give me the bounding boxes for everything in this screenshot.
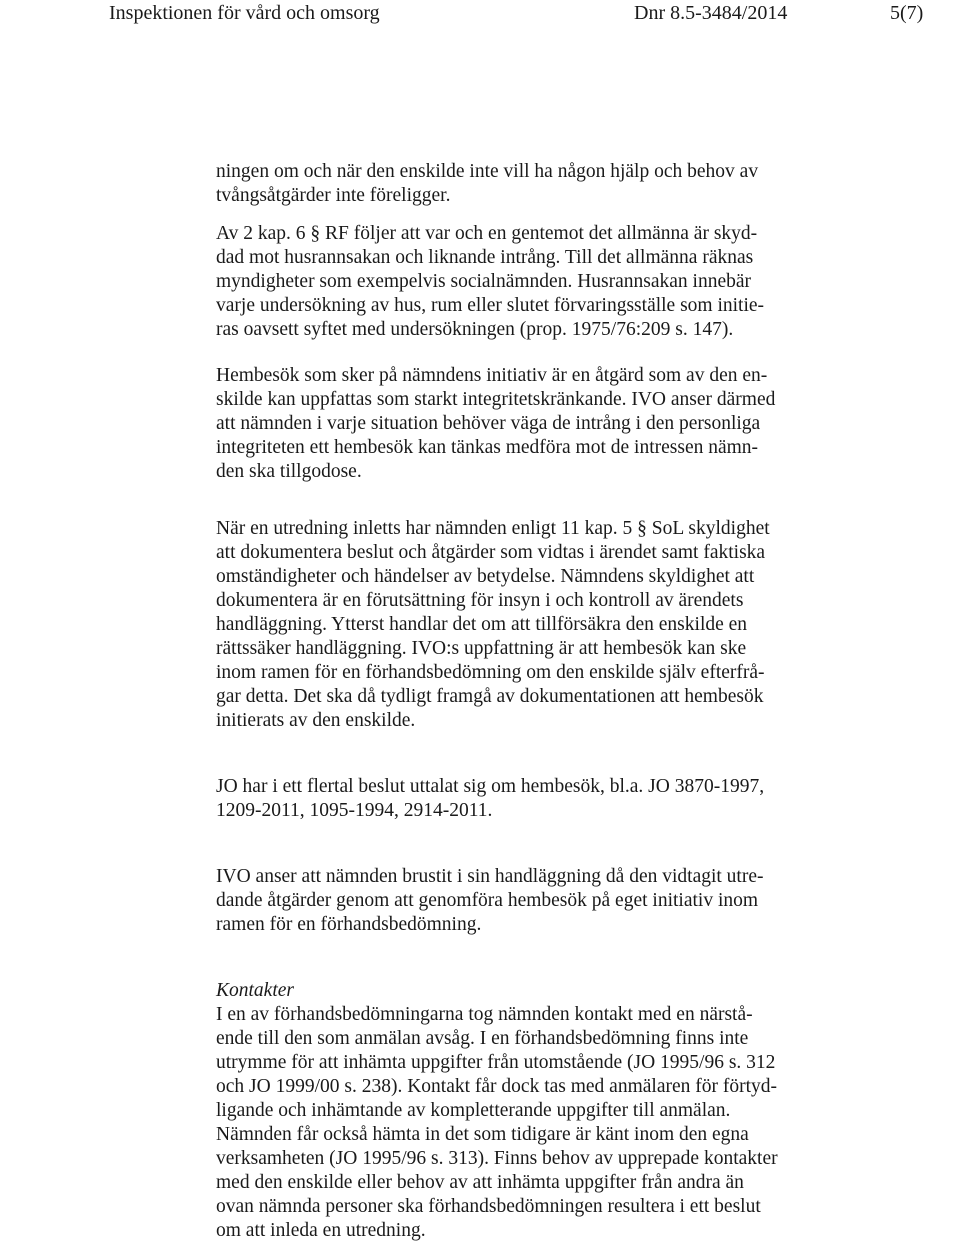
text-line: dad mot husrannsakan och liknande intrång. Till det allmänna räknas — [216, 247, 754, 268]
document-body — [216, 160, 796, 1243]
page-number: 5(7) — [890, 2, 924, 24]
section-heading: Kontakter — [216, 980, 294, 1001]
text-line: dokumentera är en förutsättning för insyn i och kontroll av ärendets — [216, 590, 744, 611]
text-line: att dokumentera beslut och åtgärder som vidtas i ärendet samt faktiska — [216, 542, 766, 563]
text-line: dande åtgärder genom att genomföra hembesök på eget initiativ inom — [216, 890, 759, 911]
text-line: varje undersökning av hus, rum eller slutet förvaringsställe som initie- — [216, 295, 765, 316]
text-line: handläggning. Ytterst handlar det om att tillförsäkra den enskilde en — [216, 614, 748, 635]
text-line: om att inleda en utredning. — [216, 1220, 426, 1241]
text-line: ende till den som anmälan avsåg. I en förhandsbedömning finns inte — [216, 1028, 749, 1049]
text-line: När en utredning inletts har nämnden enligt 11 kap. 5 § SoL skyldighet — [216, 518, 770, 539]
text-line: inom ramen för en förhandsbedömning om den enskilde själv efterfrå- — [216, 662, 765, 683]
text-line: den ska tillgodose. — [216, 461, 362, 482]
section-kontakter — [216, 979, 796, 1243]
paragraph-1 — [216, 160, 796, 208]
text-line: Hembesök som sker på nämndens initiativ är en åtgärd som av den en- — [216, 365, 768, 386]
text-line: integriteten ett hembesök kan tänkas medföra mot de intressen nämn- — [216, 437, 759, 458]
text-line: ras oavsett syftet med undersökningen (prop. 1975/76:209 s. 147). — [216, 319, 734, 340]
text-line: 1209-2011, 1095-1994, 2914-2011. — [216, 800, 493, 821]
text-line: att nämnden i varje situation behöver väga de intrång i den personliga — [216, 413, 761, 434]
text-line: ovan nämnda personer ska förhandsbedömningen resultera i ett beslut — [216, 1196, 761, 1217]
text-line: utrymme för att inhämta uppgifter från utomstående (JO 1995/96 s. 312 — [216, 1052, 776, 1073]
text-line: Av 2 kap. 6 § RF följer att var och en gentemot det allmänna är skyd- — [216, 223, 758, 244]
text-line: I en av förhandsbedömningarna tog nämnden kontakt med en närstå- — [216, 1004, 753, 1025]
text-line: ramen för en förhandsbedömning. — [216, 914, 482, 935]
organization-name: Inspektionen för vård och omsorg — [109, 2, 380, 24]
text-line: med den enskilde eller behov av att inhämta uppgifter från andra än — [216, 1172, 744, 1193]
text-line: ningen om och när den enskilde inte vill ha någon hjälp och behov av — [216, 161, 759, 182]
text-line: myndigheter som exempelvis socialnämnden. Husrannsakan innebär — [216, 271, 752, 292]
text-line: initierats av den enskilde. — [216, 710, 416, 731]
text-line: och JO 1999/00 s. 238). Kontakt får dock tas med anmälaren för förtyd- — [216, 1076, 778, 1097]
text-line: ligande och inhämtande av kompletterande uppgifter till anmälan. — [216, 1100, 731, 1121]
paragraph-5 — [216, 775, 796, 823]
paragraph-4 — [216, 517, 796, 733]
text-line: Nämnden får också hämta in det som tidigare är känt inom den egna — [216, 1124, 749, 1145]
diary-number: Dnr 8.5-3484/2014 — [634, 2, 788, 24]
text-line: IVO anser att nämnden brustit i sin handläggning då den vidtagit utre- — [216, 866, 764, 887]
page-header — [0, 0, 960, 30]
paragraph-6 — [216, 865, 796, 937]
paragraph-2 — [216, 222, 796, 342]
text-line: JO har i ett flertal beslut uttalat sig om hembesök, bl.a. JO 3870-1997, — [216, 776, 765, 797]
text-line: verksamheten (JO 1995/96 s. 313). Finns behov av upprepade kontakter — [216, 1148, 778, 1169]
text-line: omständigheter och händelser av betydelse. Nämndens skyldighet att — [216, 566, 755, 587]
text-line: tvångsåtgärder inte föreligger. — [216, 185, 451, 206]
paragraph-3 — [216, 364, 796, 484]
text-line: skilde kan uppfattas som starkt integritetskränkande. IVO anser därmed — [216, 389, 776, 410]
text-line: gar detta. Det ska då tydligt framgå av dokumentationen att hembesök — [216, 686, 764, 707]
text-line: rättssäker handläggning. IVO:s uppfattning är att hembesök kan ske — [216, 638, 747, 659]
